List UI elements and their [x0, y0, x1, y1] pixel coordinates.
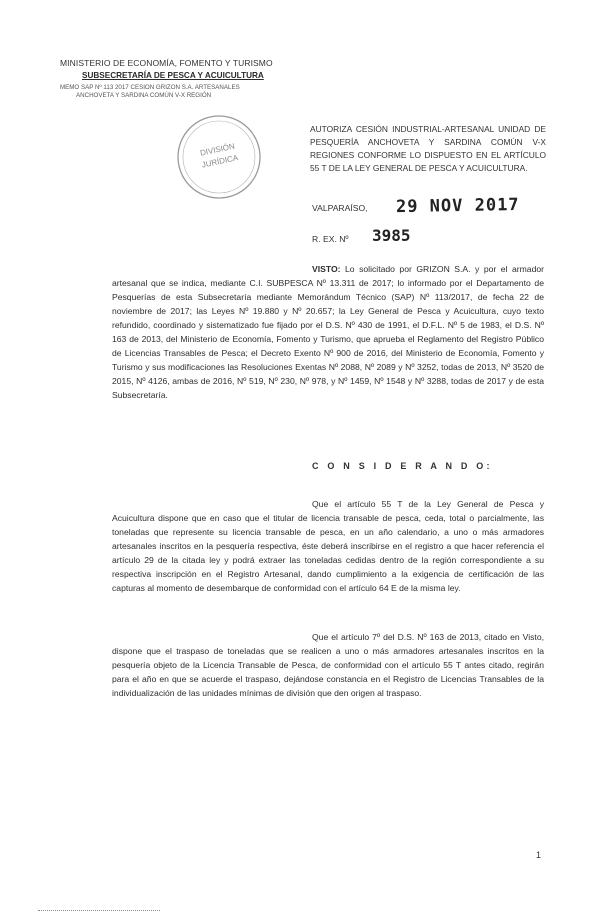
- stamp-text-top: DIVISIÓN: [199, 141, 236, 158]
- exenta-number: 3985: [372, 226, 411, 245]
- stamp-text-bottom: JURÍDICA: [200, 153, 239, 170]
- memo-reference-line-1: MEMO SAP Nº 113 2017 CESION GRIZON S.A. ARTESANALES: [60, 84, 240, 91]
- considerando-paragraph-1: Que el artículo 55 T de la Ley General de Pesca y Acuicultura dispone que en caso que el titular de licencia transable de pesca, ceda, total o parcialmente, las toneladas que represente su licencia transable de pesca, en un año calendario, a uno o más armadores artesanales inscritos en la pesquería respectiva, éste deberá inscribirse en el registro a que hacer referencia el artículo 29 de la citada ley y podrá extraer las toneladas cedidas dentro de la región correspondiente a su respectiva inscripción en el Registro Artesanal, dando cumplimiento a la exigencia de certificación de las capturas al momento de desembarque de conformidad con el artículo 64 E de la misma ley.: [112, 499, 544, 593]
- division-juridica-stamp: [174, 112, 264, 202]
- visto-paragraph: [112, 262, 544, 402]
- visto-lead: VISTO:: [312, 264, 341, 274]
- memo-reference-line-2: ANCHOVETA Y SARDINA COMÚN V-X REGIÓN: [76, 92, 212, 99]
- place-label: VALPARAÍSO,: [312, 203, 368, 213]
- exenta-label: R. EX. Nº: [312, 234, 349, 244]
- footer-rule: [38, 910, 160, 911]
- visto-text: Lo solicitado por GRIZON S.A. y por el armador artesanal que se indica, mediante C.I. SUBPESCA Nº 13.311 de 2017; lo informado por el Departamento de Pesquerías de esta Subsecretaría mediante Memorándum Técnico (SAP) Nº 113/2017, de fecha 22 de noviembre de 2017; las Leyes Nº 19.880 y Nº 20.657; la Ley General de Pesca y Acuicultura, cuyo texto refundido, coordinado y sistematizado fue fijado por el D.S. Nº 430 de 1991, el D.F.L. Nº 5 de 1983, el D.S. Nº 163 de 2013, del Ministerio de Economía, Fomento y Turismo, que aprueba el Reglamento del Registro Público de Licencias Transables de Pesca; el Decreto Exento Nº 900 de 2016, del Ministerio de Economía, Fomento y Turismo y sus modificaciones las Resoluciones Exentas Nº 2088, Nº 2089 y Nº 3252, todas de 2013, Nº 3520 de 2015, Nº 4126, ambas de 2016, Nº 519, Nº 230, Nº 978, y Nº 1459, Nº 1548 y Nº 3288, todas de 2017 y de esta Subsecretaría.: [112, 264, 544, 400]
- letterhead: [60, 58, 320, 99]
- page-number: 1: [536, 850, 542, 860]
- considerando-heading: C O N S I D E R A N D O:: [312, 461, 493, 471]
- ministry-name: MINISTERIO DE ECONOMÍA, FOMENTO Y TURISMO: [60, 58, 273, 68]
- resolution-title: AUTORIZA CESIÓN INDUSTRIAL-ARTESANAL UNIDAD DE PESQUERÍA ANCHOVETA Y SARDINA COMÚN V-X REGIONES CONFORME LO DISPUESTO EN EL ARTÍCULO 55 T DE LA LEY GENERAL DE PESCA Y ACUICULTURA.: [310, 124, 546, 173]
- subsecretaria-name: SUBSECRETARÍA DE PESCA Y ACUICULTURA: [82, 71, 264, 80]
- date-stamp: 29 NOV 2017: [395, 194, 520, 218]
- considerando-paragraph-2: Que el artículo 7º del D.S. Nº 163 de 2013, citado en Visto, dispone que el traspaso de toneladas que se realicen a uno o más armadores artesanales inscritos en la pesquería objeto de la Licencia Transable de Pesca, de conformidad con el artículo 55 T antes citado, regirán para el año en que se acuerde el traspaso, dejándose constancia en el Registro de Licencias Transables de la individualización de las unidades mínimas de división que den origen al traspaso.: [112, 632, 544, 698]
